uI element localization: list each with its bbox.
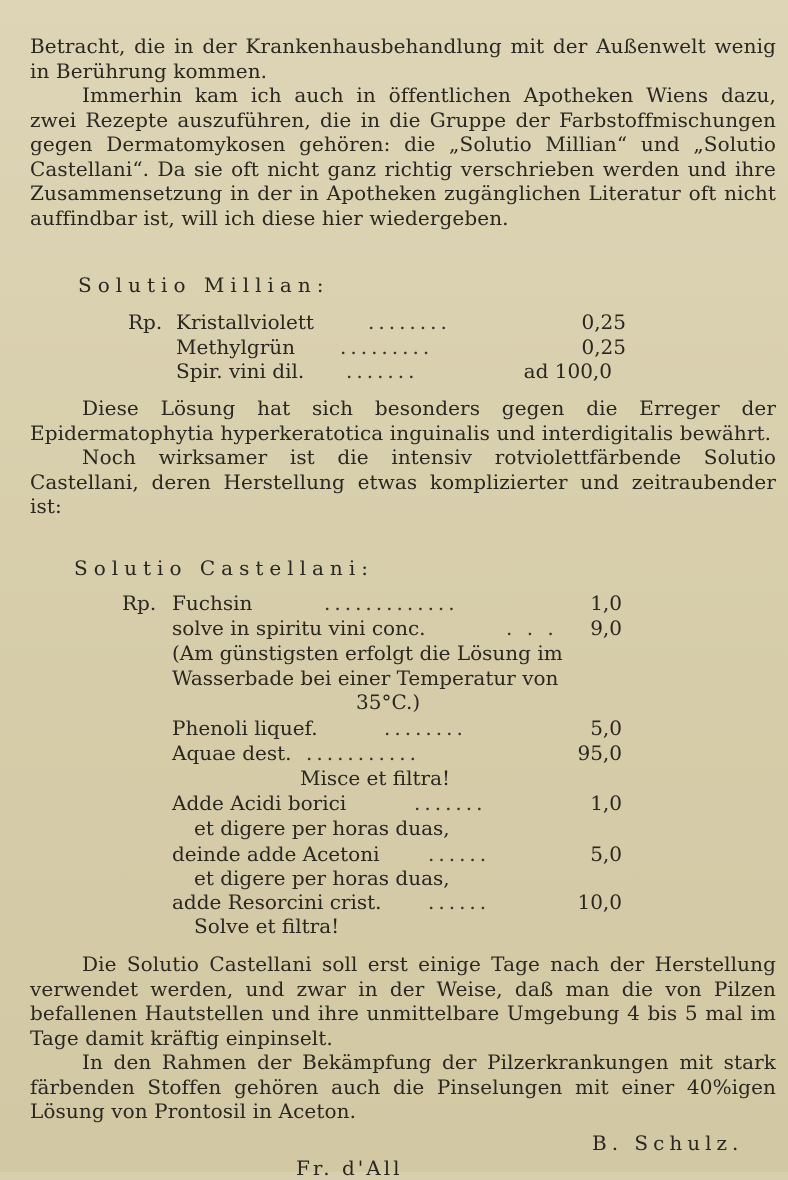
outro-paragraph-2: In den Rahmen der Bekämpfung der Pilzerkrankungen mit stark färbenden Stoffen gehören auch die Pinselungen mit einer 40%igen Lösung von Prontosil in Aceton. <box>30 1050 776 1123</box>
mid-paragraph-2: Noch wirksamer ist die intensiv rotviolettfärbende Solutio Castellani, deren Herstellung etwas komplizierter und zeitraubender ist: <box>30 445 776 518</box>
castellani-solve-filtra: Solve et filtra! <box>194 914 340 938</box>
castellani-aquae: Aquae dest. <box>172 741 292 765</box>
outro-paragraph-1: Die Solutio Castellani soll erst einige Tage nach der Herstellung verwendet werden, und zwar in der Weise, daß man die von Pilzen befallenen Hautstellen und ihre unmittelbare Umgebung 4 bis 5 mal im Tage damit kräftig einpinselt. <box>30 952 776 1050</box>
millian-dots-3: ....... <box>346 359 419 383</box>
millian-title: Solutio Millian: <box>78 273 330 297</box>
castellani-acidi-borici: Adde Acidi borici <box>172 791 347 815</box>
castellani-phenoli: Phenoli liquef. <box>172 716 318 740</box>
castellani-amount-3: 5,0 <box>590 716 622 740</box>
castellani-dots-4: ........... <box>306 741 420 765</box>
castellani-amount-6: 5,0 <box>590 842 622 866</box>
castellani-amount-2: 9,0 <box>590 616 622 640</box>
castellani-dots-1: ............. <box>324 591 459 615</box>
castellani-dots-6: ...... <box>428 842 491 866</box>
castellani-amount-4: 95,0 <box>577 741 622 765</box>
castellani-note-2: Wasserbade bei einer Temperatur von <box>172 666 559 690</box>
castellani-dots-2: . . . <box>506 616 558 640</box>
castellani-digere-2: et digere per horas duas, <box>194 866 450 890</box>
castellani-amount-7: 10,0 <box>577 890 622 914</box>
castellani-dots-3: ........ <box>384 716 467 740</box>
castellani-fuchsin: Fuchsin <box>172 591 253 615</box>
next-heading-cut: Fr. d'All <box>296 1156 403 1180</box>
millian-amount-1: 0,25 <box>581 310 626 334</box>
millian-dots-1: ........ <box>368 310 451 334</box>
castellani-solve-spiritu: solve in spiritu vini conc. <box>172 616 426 640</box>
millian-dots-2: ......... <box>340 335 434 359</box>
millian-ingredient-2: Methylgrün <box>176 335 296 359</box>
intro-paragraph-1: Betracht, die in der Krankenhausbehandlung mit der Außenwelt wenig in Berührung kommen. <box>30 34 776 83</box>
castellani-digere-1: et digere per horas duas, <box>194 816 450 840</box>
castellani-amount-1: 1,0 <box>590 591 622 615</box>
outro-block <box>30 952 776 1124</box>
castellani-misce: Misce et filtra! <box>300 766 451 790</box>
castellani-acetoni: deinde adde Acetoni <box>172 842 380 866</box>
intro-paragraph-2: Immerhin kam ich auch in öffentlichen Apotheken Wiens dazu, zwei Rezepte auszuführen, die in die Gruppe der Farbstoffmischungen gegen Dermatomykosen gehören: die „Solutio Millian“ und „Solutio Castellani“. Da sie oft nicht ganz richtig verschrieben werden und ihre Zusammensetzung in der in Apotheken zugänglichen Literatur oft nicht auffindbar ist, will ich diese hier wiedergeben. <box>30 83 776 230</box>
intro-block <box>30 34 776 230</box>
millian-ingredient-1: Kristallviolett <box>176 310 314 334</box>
castellani-dots-5: ....... <box>414 791 487 815</box>
castellani-amount-5: 1,0 <box>590 791 622 815</box>
millian-rp: Rp. <box>128 310 163 334</box>
millian-ingredient-3: Spir. vini dil. <box>176 359 305 383</box>
millian-amount-3: ad 100,0 <box>523 359 612 383</box>
mid-block <box>30 396 776 519</box>
castellani-resorcini: adde Resorcini crist. <box>172 890 382 914</box>
millian-amount-2: 0,25 <box>581 335 626 359</box>
castellani-dots-7: ...... <box>428 890 491 914</box>
castellani-note-1: (Am günstigsten erfolgt die Lösung im <box>172 641 563 665</box>
castellani-rp: Rp. <box>122 591 157 615</box>
author-signature: B. Schulz. <box>592 1131 744 1155</box>
castellani-title: Solutio Castellani: <box>74 556 374 580</box>
mid-paragraph-1: Diese Lösung hat sich besonders gegen die Erreger der Epidermatophytia hyperkeratotica inguinalis und interdigitalis bewährt. <box>30 396 776 445</box>
castellani-note-3: 35°C.) <box>356 690 421 714</box>
